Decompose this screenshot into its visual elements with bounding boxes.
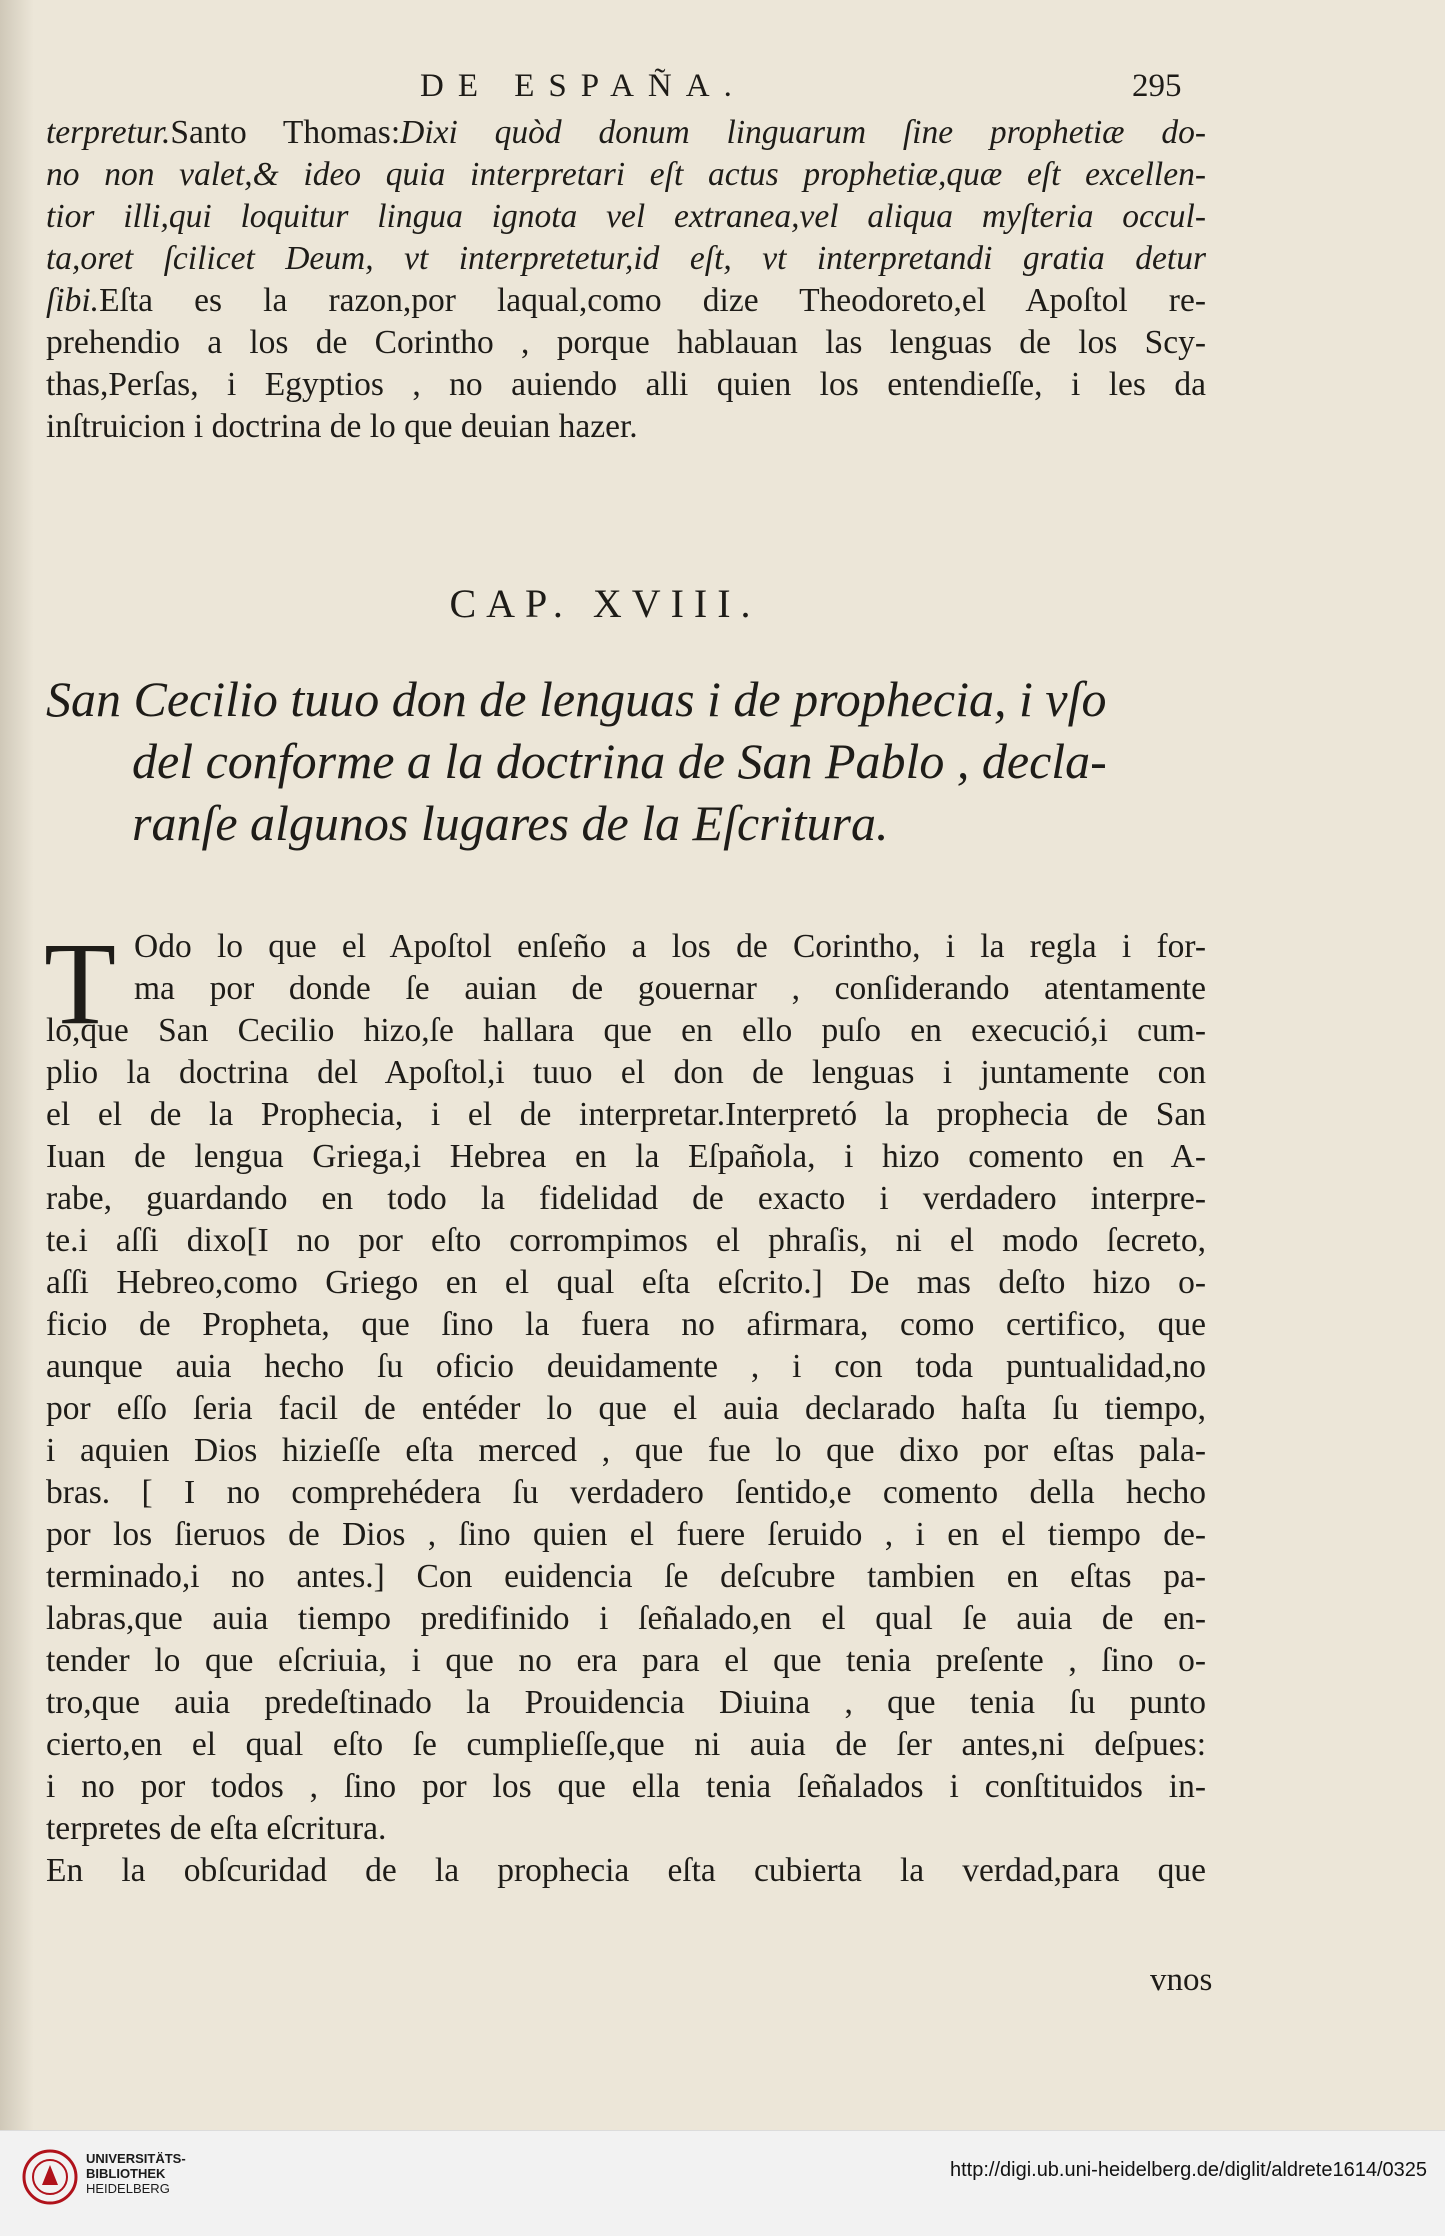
text-line: te.i aſſi dixo[I no por eſto corrompimos el phraſis, ni el modo ſecreto, bbox=[46, 1222, 1206, 1259]
text-line: Odo lo que el Apoſtol enſeño a los de Corintho, i la regla i for- bbox=[134, 928, 1206, 965]
text-line: bras. [ I no comprehédera ſu verdadero ſentido,e comento della hecho bbox=[46, 1474, 1206, 1511]
intro-paragraph bbox=[46, 112, 1206, 448]
text-line: labras,que auia tiempo predifinido i ſeñalado,en el qual ſe auia de en- bbox=[46, 1600, 1206, 1637]
library-name-line: HEIDELBERG bbox=[86, 2181, 170, 2196]
text-line: Iuan de lengua Griega,i Hebrea en la Eſpañola, i hizo comento en A- bbox=[46, 1138, 1206, 1175]
text-line: rabe, guardando en todo la fidelidad de exacto i verdadero interpre- bbox=[46, 1180, 1206, 1217]
text-line: por los ſieruos de Dios , ſino quien el fuere ſeruido , i en el tiempo de- bbox=[46, 1516, 1206, 1553]
page-header bbox=[0, 58, 1445, 118]
gutter-shadow bbox=[0, 0, 34, 2130]
chapter-title bbox=[46, 668, 1216, 854]
text-line: aunque auia hecho ſu oficio deuidamente , i con toda puntualidad,no bbox=[46, 1348, 1206, 1385]
text-line: En la obſcuridad de la prophecia eſta cubierta la verdad,para que bbox=[46, 1852, 1206, 1889]
library-name bbox=[86, 2151, 186, 2196]
chapter-title-line: del conforme a la doctrina de San Pablo , decla- bbox=[132, 733, 1107, 789]
text-line: plio la doctrina del Apoſtol,i tuuo el don de lenguas i juntamente con bbox=[46, 1054, 1206, 1091]
text-line: ta,oret ſcilicet Deum, vt interpretetur,id eſt, vt interpretandi gratia detur bbox=[46, 240, 1206, 277]
text-line: tro,que auia predeſtinado la Prouidencia Diuina , que tenia ſu punto bbox=[46, 1684, 1206, 1721]
text-line: tender lo que eſcriuia, i que no era para el que tenia preſente , ſino o- bbox=[46, 1642, 1206, 1679]
library-name-line: BIBLIOTHEK bbox=[86, 2166, 166, 2181]
text-line: cierto,en el qual eſto ſe cumplieſſe,que ni auia de ſer antes,ni deſpues: bbox=[46, 1726, 1206, 1763]
text-line: ficio de Propheta, que ſino la fuera no afirmara, como certifico, que bbox=[46, 1306, 1206, 1343]
text-line: lo,que San Cecilio hizo,ſe hallara que en ello puſo en execució,i cum- bbox=[46, 1012, 1206, 1049]
viewer-footer bbox=[0, 2130, 1445, 2236]
text-line: ſibi.Eſta es la razon,por laqual,como dize Theodoreto,el Apoſtol re- bbox=[46, 282, 1206, 319]
library-name-line: UNIVERSITÄTS- bbox=[86, 2151, 186, 2166]
text-line: el el de la Prophecia, i el de interpretar.Interpretó la prophecia de San bbox=[46, 1096, 1206, 1133]
text-line: i aquien Dios hizieſſe eſta merced , que fue lo que dixo por eſtas pala- bbox=[46, 1432, 1206, 1469]
chapter-title-line: San Cecilio tuuo don de lenguas i de prophecia, i vſo bbox=[46, 671, 1107, 727]
text-line: terminado,i no antes.] Con euidencia ſe deſcubre tambien en eſtas pa- bbox=[46, 1558, 1206, 1595]
text-line: tior illi,qui loquitur lingua ignota vel extranea,vel aliqua myſteria occul- bbox=[46, 198, 1206, 235]
text-line: aſſi Hebreo,como Griego en el qual eſta eſcrito.] De mas deſto hizo o- bbox=[46, 1264, 1206, 1301]
page-number: 295 bbox=[1132, 68, 1182, 104]
running-head: DE ESPAÑA. bbox=[420, 68, 746, 104]
text-line: inſtruicion i doctrina de lo que deuian hazer. bbox=[46, 408, 638, 445]
body-paragraph bbox=[44, 918, 1206, 1892]
text-line: terpretes de eſta eſcritura. bbox=[46, 1810, 387, 1847]
catchword: vnos bbox=[1150, 1962, 1213, 1998]
text-line: terpretur.Santo Thomas:Dixi quòd donum linguarum ſine prophetiæ do- bbox=[46, 114, 1206, 151]
text-line: thas,Perſas, i Egyptios , no auiendo alli quien los entendieſſe, i les da bbox=[46, 366, 1206, 403]
text-line: no non valet,& ideo quia interpretari eſt actus prophetiæ,quæ eſt excellen- bbox=[46, 156, 1206, 193]
chapter-number: CAP. XVIII. bbox=[449, 581, 761, 626]
text-line: i no por todos , ſino por los que ella tenia ſeñalados i conſtituidos in- bbox=[46, 1768, 1206, 1805]
library-seal-icon bbox=[20, 2147, 80, 2207]
permalink-link[interactable]: http://digi.ub.uni-heidelberg.de/diglit/aldrete1614/0325 bbox=[949, 2159, 1427, 2181]
drop-cap-initial: T bbox=[44, 918, 117, 1049]
chapter-title-line: ranſe algunos lugares de la Eſcritura. bbox=[132, 795, 889, 851]
text-line: por eſſo ſeria facil de entéder lo que el auia declarado haſta ſu tiempo, bbox=[46, 1390, 1206, 1427]
text-line: prehendio a los de Corintho , porque hablauan las lenguas de los Scy- bbox=[46, 324, 1206, 361]
text-line: ma por donde ſe auian de gouernar , conſiderando atentamente bbox=[134, 970, 1206, 1007]
